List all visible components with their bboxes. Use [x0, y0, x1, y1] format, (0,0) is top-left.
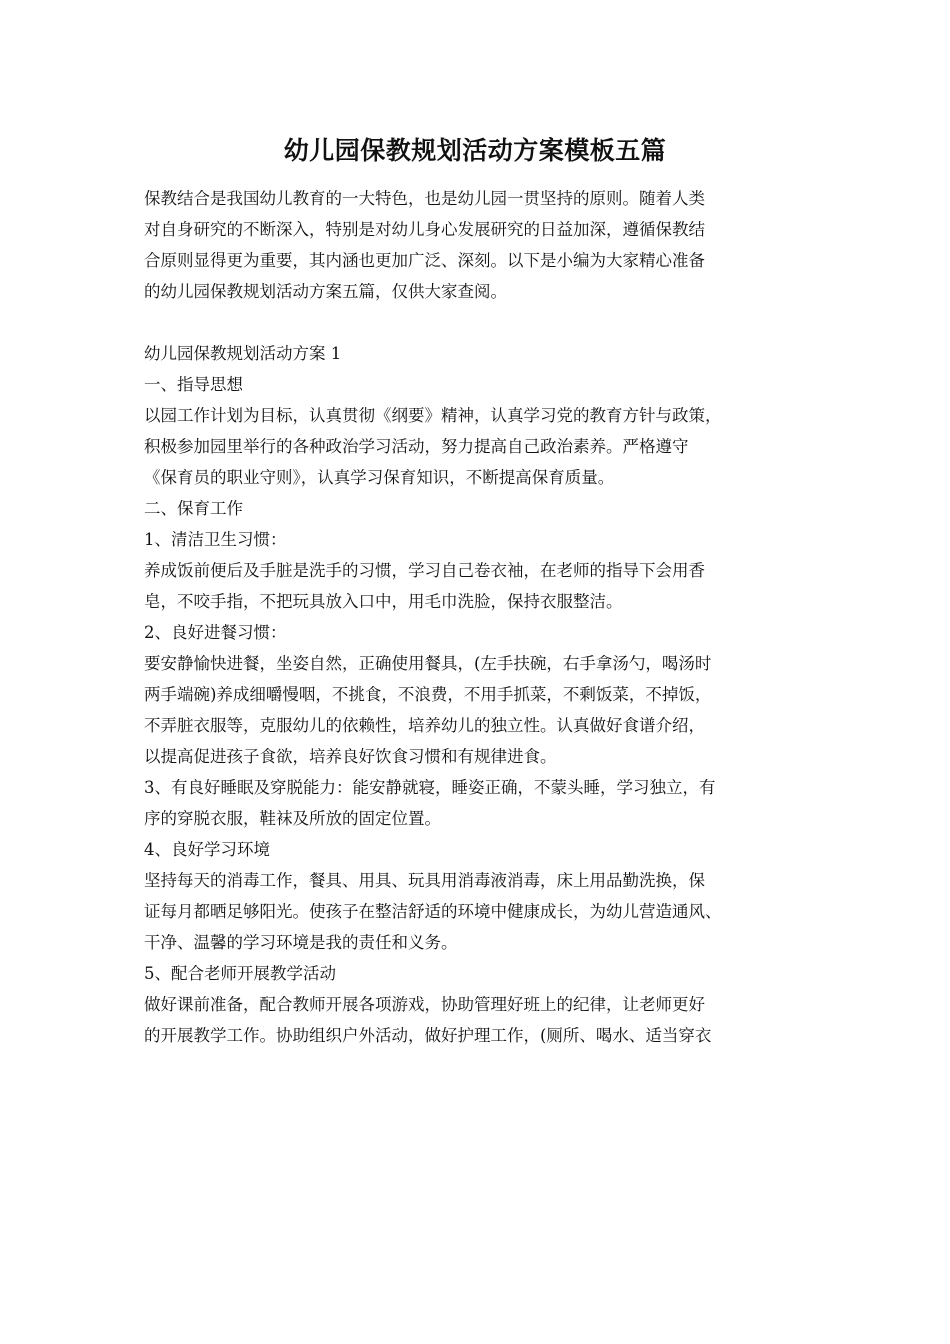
body-line: 养成饭前便后及手脏是洗手的习惯，学习自己卷衣袖，在老师的指导下会用香: [144, 561, 705, 580]
body-line: 以园工作计划为目标，认真贯彻《纲要》精神，认真学习党的教育方针与政策，: [144, 406, 722, 425]
body-line: 序的穿脱衣服，鞋袜及所放的固定位置。: [144, 809, 441, 828]
body-line: 不弄脏衣服等，克服幼儿的依赖性，培养幼儿的独立性。认真做好食谱介绍，: [144, 716, 705, 735]
item-heading: 2、良好进餐习惯：: [144, 623, 287, 642]
document-body: [144, 183, 824, 1051]
item-heading: 4、良好学习环境: [144, 840, 270, 859]
paragraph-spacer: [144, 307, 824, 338]
body-line: 两手端碗)养成细嚼慢咽，不挑食，不浪费，不用手抓菜，不剩饭菜，不掉饭，: [144, 685, 712, 704]
intro-line: 合原则显得更为重要，其内涵也更加广泛、深刻。以下是小编为大家精心准备: [144, 251, 705, 270]
item-heading: 1、清洁卫生习惯：: [144, 530, 287, 549]
body-line: 皂，不咬手指，不把玩具放入口中，用毛巾洗脸，保持衣服整洁。: [144, 592, 623, 611]
body-line: 要安静愉快进餐，坐姿自然，正确使用餐具，(左手扶碗，右手拿汤勺，喝汤时: [144, 654, 712, 673]
body-line: 做好课前准备，配合教师开展各项游戏，协助管理好班上的纪律，让老师更好: [144, 995, 705, 1014]
intro-line: 对自身研究的不断深入，特别是对幼儿身心发展研究的日益加深，遵循保教结: [144, 220, 705, 239]
body-line: 积极参加园里举行的各种政治学习活动，努力提高自己政治素养。严格遵守: [144, 437, 689, 456]
intro-line: 保教结合是我国幼儿教育的一大特色，也是幼儿园一贯坚持的原则。随着人类: [144, 189, 705, 208]
body-line: 《保育员的职业守则》，认真学习保育知识，不断提高保育质量。: [144, 468, 615, 487]
document-title: 幼儿园保教规划活动方案模板五篇: [283, 136, 667, 165]
body-line: 干净、温馨的学习环境是我的责任和义务。: [144, 933, 458, 952]
intro-line: 的幼儿园保教规划活动方案五篇，仅供大家查阅。: [144, 282, 507, 301]
body-line: 的开展教学工作。协助组织户外活动，做好护理工作，(厕所、喝水、适当穿衣: [144, 1026, 712, 1045]
section-heading: 幼儿园保教规划活动方案 1: [144, 344, 342, 363]
subsection-heading: 一、指导思想: [144, 375, 243, 394]
item-heading: 5、配合老师开展教学活动: [144, 964, 336, 983]
subsection-heading: 二、保育工作: [144, 499, 243, 518]
body-line: 3、有良好睡眠及穿脱能力：能安静就寝，睡姿正确，不蒙头睡，学习独立，有: [144, 778, 716, 797]
body-line: 以提高促进孩子食欲，培养良好饮食习惯和有规律进食。: [144, 747, 557, 766]
body-line: 坚持每天的消毒工作，餐具、用具、玩具用消毒液消毒，床上用品勤洗换，保: [144, 871, 705, 890]
body-line: 证每月都晒足够阳光。使孩子在整洁舒适的环境中健康成长，为幼儿营造通风、: [144, 902, 722, 921]
